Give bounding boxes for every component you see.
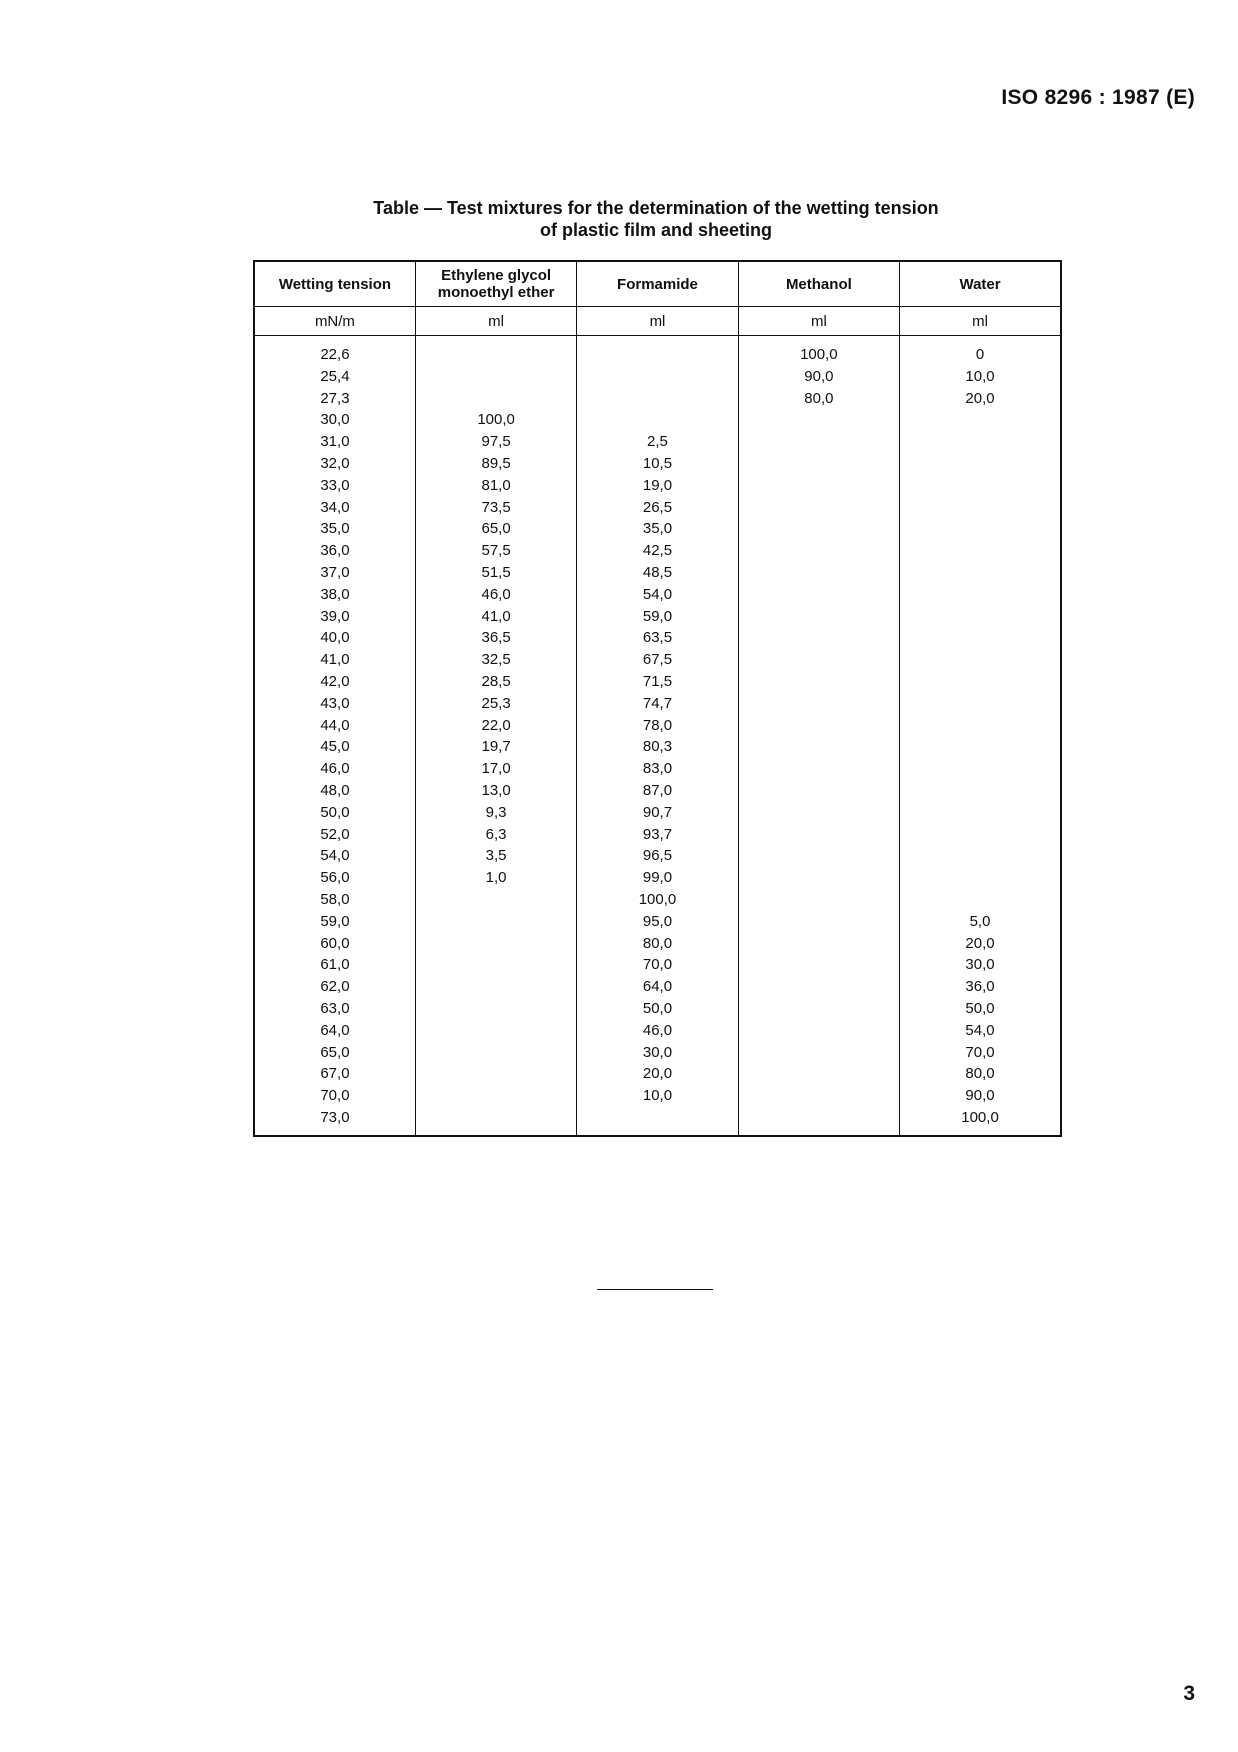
cell-methanol — [738, 824, 899, 846]
cell-methanol — [738, 671, 899, 693]
cell-ethylene-glycol: 51,5 — [415, 562, 576, 584]
cell-methanol — [738, 802, 899, 824]
cell-methanol — [738, 693, 899, 715]
cell-ethylene-glycol: 3,5 — [415, 845, 576, 867]
table-row — [254, 453, 1061, 475]
table-row — [254, 475, 1061, 497]
cell-methanol — [738, 475, 899, 497]
cell-water: 20,0 — [900, 388, 1061, 410]
header-methanol: Methanol — [738, 261, 899, 307]
cell-methanol: 100,0 — [738, 336, 899, 366]
caption-line-1: Table — Test mixtures for the determination of the wetting tension — [373, 198, 939, 218]
cell-formamide — [577, 1107, 738, 1136]
table-row — [254, 998, 1061, 1020]
cell-methanol — [738, 540, 899, 562]
cell-formamide: 80,0 — [577, 933, 738, 955]
cell-formamide: 80,3 — [577, 736, 738, 758]
cell-water — [900, 606, 1061, 628]
cell-ethylene-glycol — [415, 336, 576, 366]
cell-water: 30,0 — [900, 954, 1061, 976]
cell-formamide — [577, 366, 738, 388]
cell-water: 20,0 — [900, 933, 1061, 955]
cell-methanol — [738, 409, 899, 431]
cell-wetting-tension: 39,0 — [254, 606, 415, 628]
cell-methanol — [738, 627, 899, 649]
cell-water — [900, 715, 1061, 737]
table-row — [254, 845, 1061, 867]
cell-formamide: 64,0 — [577, 976, 738, 998]
document-id: ISO 8296 : 1987 (E) — [1001, 86, 1195, 109]
table-row — [254, 780, 1061, 802]
cell-water — [900, 649, 1061, 671]
table-row — [254, 889, 1061, 911]
cell-water: 80,0 — [900, 1063, 1061, 1085]
cell-formamide: 35,0 — [577, 518, 738, 540]
table-row — [254, 584, 1061, 606]
cell-formamide — [577, 388, 738, 410]
cell-ethylene-glycol: 9,3 — [415, 802, 576, 824]
cell-ethylene-glycol: 57,5 — [415, 540, 576, 562]
cell-wetting-tension: 52,0 — [254, 824, 415, 846]
cell-ethylene-glycol: 1,0 — [415, 867, 576, 889]
cell-ethylene-glycol — [415, 1063, 576, 1085]
table-body — [254, 336, 1061, 1136]
table-row — [254, 802, 1061, 824]
cell-formamide: 20,0 — [577, 1063, 738, 1085]
cell-wetting-tension: 27,3 — [254, 388, 415, 410]
cell-formamide: 95,0 — [577, 911, 738, 933]
table-row — [254, 1063, 1061, 1085]
table-caption — [250, 197, 1062, 241]
cell-water — [900, 693, 1061, 715]
cell-wetting-tension: 64,0 — [254, 1020, 415, 1042]
cell-ethylene-glycol — [415, 911, 576, 933]
table-row — [254, 693, 1061, 715]
cell-ethylene-glycol: 22,0 — [415, 715, 576, 737]
cell-formamide: 96,5 — [577, 845, 738, 867]
cell-methanol — [738, 606, 899, 628]
header-ethylene-glycol: Ethylene glycol monoethyl ether — [415, 261, 576, 307]
cell-water: 10,0 — [900, 366, 1061, 388]
table-row — [254, 715, 1061, 737]
cell-water: 70,0 — [900, 1042, 1061, 1064]
cell-wetting-tension: 62,0 — [254, 976, 415, 998]
cell-wetting-tension: 58,0 — [254, 889, 415, 911]
unit-water: ml — [900, 307, 1061, 336]
cell-ethylene-glycol — [415, 366, 576, 388]
table-row — [254, 954, 1061, 976]
cell-wetting-tension: 36,0 — [254, 540, 415, 562]
cell-formamide: 78,0 — [577, 715, 738, 737]
cell-methanol — [738, 1042, 899, 1064]
mixtures-table — [253, 260, 1062, 1137]
header-formamide: Formamide — [577, 261, 738, 307]
cell-methanol — [738, 736, 899, 758]
cell-water — [900, 671, 1061, 693]
table-row — [254, 824, 1061, 846]
cell-methanol — [738, 649, 899, 671]
cell-wetting-tension: 67,0 — [254, 1063, 415, 1085]
cell-ethylene-glycol: 19,7 — [415, 736, 576, 758]
cell-wetting-tension: 59,0 — [254, 911, 415, 933]
cell-water — [900, 889, 1061, 911]
cell-formamide: 100,0 — [577, 889, 738, 911]
cell-wetting-tension: 63,0 — [254, 998, 415, 1020]
cell-ethylene-glycol: 89,5 — [415, 453, 576, 475]
cell-formamide: 26,5 — [577, 497, 738, 519]
cell-wetting-tension: 38,0 — [254, 584, 415, 606]
cell-wetting-tension: 34,0 — [254, 497, 415, 519]
cell-formamide: 87,0 — [577, 780, 738, 802]
header-row — [254, 261, 1061, 307]
unit-ethylene-glycol: ml — [415, 307, 576, 336]
cell-formamide: 54,0 — [577, 584, 738, 606]
cell-formamide: 50,0 — [577, 998, 738, 1020]
cell-ethylene-glycol — [415, 976, 576, 998]
cell-water — [900, 409, 1061, 431]
cell-wetting-tension: 65,0 — [254, 1042, 415, 1064]
cell-wetting-tension: 45,0 — [254, 736, 415, 758]
cell-methanol — [738, 889, 899, 911]
cell-water — [900, 475, 1061, 497]
caption-line-2: of plastic film and sheeting — [539, 220, 773, 240]
cell-water: 100,0 — [900, 1107, 1061, 1136]
cell-formamide: 42,5 — [577, 540, 738, 562]
cell-water — [900, 562, 1061, 584]
cell-ethylene-glycol — [415, 889, 576, 911]
cell-methanol — [738, 845, 899, 867]
unit-wetting-tension: mN/m — [254, 307, 415, 336]
cell-formamide: 10,5 — [577, 453, 738, 475]
cell-methanol — [738, 911, 899, 933]
cell-water — [900, 453, 1061, 475]
table-row — [254, 540, 1061, 562]
cell-methanol — [738, 780, 899, 802]
cell-wetting-tension: 56,0 — [254, 867, 415, 889]
cell-water — [900, 518, 1061, 540]
cell-ethylene-glycol: 41,0 — [415, 606, 576, 628]
cell-water: 50,0 — [900, 998, 1061, 1020]
cell-ethylene-glycol: 97,5 — [415, 431, 576, 453]
cell-formamide: 46,0 — [577, 1020, 738, 1042]
cell-ethylene-glycol: 6,3 — [415, 824, 576, 846]
cell-formamide: 90,7 — [577, 802, 738, 824]
cell-ethylene-glycol — [415, 933, 576, 955]
cell-ethylene-glycol: 81,0 — [415, 475, 576, 497]
cell-ethylene-glycol: 17,0 — [415, 758, 576, 780]
cell-formamide: 71,5 — [577, 671, 738, 693]
cell-wetting-tension: 32,0 — [254, 453, 415, 475]
cell-ethylene-glycol: 25,3 — [415, 693, 576, 715]
cell-water: 54,0 — [900, 1020, 1061, 1042]
cell-formamide: 67,5 — [577, 649, 738, 671]
cell-wetting-tension: 60,0 — [254, 933, 415, 955]
cell-wetting-tension: 25,4 — [254, 366, 415, 388]
table-row — [254, 409, 1061, 431]
cell-water — [900, 867, 1061, 889]
cell-water — [900, 431, 1061, 453]
cell-water — [900, 758, 1061, 780]
cell-methanol — [738, 518, 899, 540]
cell-methanol — [738, 758, 899, 780]
cell-water — [900, 780, 1061, 802]
cell-ethylene-glycol: 73,5 — [415, 497, 576, 519]
table-row — [254, 606, 1061, 628]
cell-formamide: 63,5 — [577, 627, 738, 649]
cell-wetting-tension: 61,0 — [254, 954, 415, 976]
table-row — [254, 649, 1061, 671]
cell-water — [900, 497, 1061, 519]
cell-formamide: 48,5 — [577, 562, 738, 584]
cell-methanol — [738, 584, 899, 606]
cell-methanol — [738, 1085, 899, 1107]
cell-ethylene-glycol — [415, 954, 576, 976]
cell-formamide: 99,0 — [577, 867, 738, 889]
cell-ethylene-glycol: 65,0 — [415, 518, 576, 540]
cell-methanol — [738, 715, 899, 737]
units-row — [254, 307, 1061, 336]
cell-wetting-tension: 73,0 — [254, 1107, 415, 1136]
cell-ethylene-glycol — [415, 1107, 576, 1136]
cell-methanol — [738, 998, 899, 1020]
cell-ethylene-glycol — [415, 1042, 576, 1064]
end-rule — [597, 1289, 713, 1290]
table-row — [254, 431, 1061, 453]
cell-water — [900, 627, 1061, 649]
cell-formamide: 59,0 — [577, 606, 738, 628]
table-row — [254, 366, 1061, 388]
cell-ethylene-glycol: 100,0 — [415, 409, 576, 431]
cell-water — [900, 824, 1061, 846]
table-row — [254, 562, 1061, 584]
table-row — [254, 911, 1061, 933]
table-row — [254, 627, 1061, 649]
cell-water: 36,0 — [900, 976, 1061, 998]
cell-methanol — [738, 976, 899, 998]
cell-formamide: 30,0 — [577, 1042, 738, 1064]
cell-water — [900, 736, 1061, 758]
cell-ethylene-glycol: 28,5 — [415, 671, 576, 693]
cell-methanol: 80,0 — [738, 388, 899, 410]
cell-water — [900, 584, 1061, 606]
cell-wetting-tension: 54,0 — [254, 845, 415, 867]
table-row — [254, 671, 1061, 693]
header-water: Water — [900, 261, 1061, 307]
cell-formamide: 74,7 — [577, 693, 738, 715]
cell-water: 0 — [900, 336, 1061, 366]
table-row — [254, 867, 1061, 889]
table-row — [254, 518, 1061, 540]
cell-ethylene-glycol: 46,0 — [415, 584, 576, 606]
unit-formamide: ml — [577, 307, 738, 336]
cell-formamide: 93,7 — [577, 824, 738, 846]
cell-ethylene-glycol — [415, 998, 576, 1020]
cell-wetting-tension: 43,0 — [254, 693, 415, 715]
cell-water — [900, 845, 1061, 867]
cell-wetting-tension: 40,0 — [254, 627, 415, 649]
cell-wetting-tension: 33,0 — [254, 475, 415, 497]
cell-methanol — [738, 933, 899, 955]
cell-wetting-tension: 30,0 — [254, 409, 415, 431]
table-row — [254, 1107, 1061, 1136]
cell-water: 5,0 — [900, 911, 1061, 933]
table-row — [254, 388, 1061, 410]
cell-formamide: 70,0 — [577, 954, 738, 976]
cell-wetting-tension: 41,0 — [254, 649, 415, 671]
cell-wetting-tension: 37,0 — [254, 562, 415, 584]
table-row — [254, 758, 1061, 780]
cell-wetting-tension: 46,0 — [254, 758, 415, 780]
cell-wetting-tension: 22,6 — [254, 336, 415, 366]
table-row — [254, 1020, 1061, 1042]
table-row — [254, 336, 1061, 366]
cell-wetting-tension: 44,0 — [254, 715, 415, 737]
cell-methanol — [738, 867, 899, 889]
cell-wetting-tension: 31,0 — [254, 431, 415, 453]
cell-ethylene-glycol — [415, 388, 576, 410]
table-row — [254, 1085, 1061, 1107]
cell-methanol — [738, 1020, 899, 1042]
cell-formamide: 83,0 — [577, 758, 738, 780]
cell-methanol — [738, 1063, 899, 1085]
cell-methanol — [738, 453, 899, 475]
table-row — [254, 933, 1061, 955]
cell-ethylene-glycol: 13,0 — [415, 780, 576, 802]
cell-methanol — [738, 954, 899, 976]
cell-wetting-tension: 42,0 — [254, 671, 415, 693]
cell-ethylene-glycol: 36,5 — [415, 627, 576, 649]
cell-water: 90,0 — [900, 1085, 1061, 1107]
cell-ethylene-glycol — [415, 1085, 576, 1107]
cell-formamide — [577, 409, 738, 431]
page-number: 3 — [1183, 1682, 1195, 1705]
cell-ethylene-glycol: 32,5 — [415, 649, 576, 671]
unit-methanol: ml — [738, 307, 899, 336]
cell-water — [900, 540, 1061, 562]
cell-wetting-tension: 50,0 — [254, 802, 415, 824]
cell-methanol — [738, 1107, 899, 1136]
cell-formamide: 19,0 — [577, 475, 738, 497]
table-row — [254, 497, 1061, 519]
table-row — [254, 976, 1061, 998]
cell-wetting-tension: 35,0 — [254, 518, 415, 540]
cell-water — [900, 802, 1061, 824]
table-row — [254, 1042, 1061, 1064]
cell-methanol — [738, 497, 899, 519]
cell-formamide: 2,5 — [577, 431, 738, 453]
table-row — [254, 736, 1061, 758]
cell-ethylene-glycol — [415, 1020, 576, 1042]
cell-formamide — [577, 336, 738, 366]
cell-methanol: 90,0 — [738, 366, 899, 388]
cell-wetting-tension: 70,0 — [254, 1085, 415, 1107]
cell-methanol — [738, 562, 899, 584]
cell-methanol — [738, 431, 899, 453]
cell-formamide: 10,0 — [577, 1085, 738, 1107]
cell-wetting-tension: 48,0 — [254, 780, 415, 802]
header-wetting-tension: Wetting tension — [254, 261, 415, 307]
